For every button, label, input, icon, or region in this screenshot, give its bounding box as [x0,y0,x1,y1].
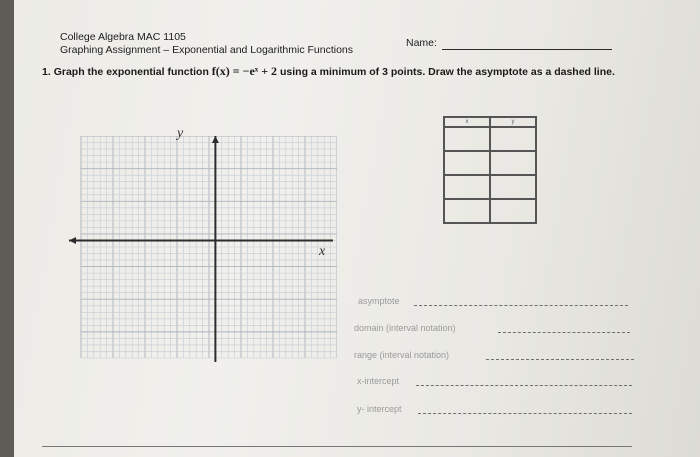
coordinate-plane[interactable] [69,136,337,362]
asymptote-label: asymptote [358,296,400,306]
table-cell[interactable] [490,127,536,151]
domain-field[interactable] [498,332,630,333]
table-cell[interactable] [490,175,536,199]
y-axis-label: y [177,126,184,141]
range-label: range (interval notation) [354,350,450,360]
worksheet-page [14,0,700,457]
x-axis-arrow-left [69,237,76,244]
table-cell[interactable] [444,175,490,199]
question-text-after: using a minimum of 3 points. Draw the asymptote as a dashed line. [279,66,615,78]
asymptote-field[interactable] [414,305,628,306]
bottom-rule [42,446,632,447]
assignment-title: Graphing Assignment – Exponential and Logarithmic Functions [60,44,354,56]
course-title: College Algebra MAC 1105 [60,31,186,43]
name-field[interactable] [442,49,612,50]
graph-grid[interactable] [69,136,337,362]
y-intercept-label: y- intercept [357,404,402,414]
table-cell[interactable] [490,199,536,223]
table-cell[interactable] [444,127,490,151]
table-header-y: y [490,117,536,127]
x-axis-label: x [319,244,326,259]
range-field[interactable] [486,359,634,360]
table-cell[interactable] [444,199,490,223]
y-axis-arrow-up [212,136,219,143]
x-intercept-label: x-intercept [357,376,400,386]
domain-label: domain (interval notation) [354,323,456,333]
question-1 [42,64,615,79]
question-number: 1. [42,66,51,78]
table-cell[interactable] [444,151,490,175]
table-header-x: x [444,117,490,127]
values-table [443,116,537,224]
function-expression: f(x) = −eˣ + 2 [211,64,278,78]
table-cell[interactable] [490,151,536,175]
y-intercept-field[interactable] [418,413,632,414]
name-label: Name: [406,37,437,49]
x-intercept-field[interactable] [416,385,632,386]
question-text-before: Graph the exponential function [53,66,209,78]
